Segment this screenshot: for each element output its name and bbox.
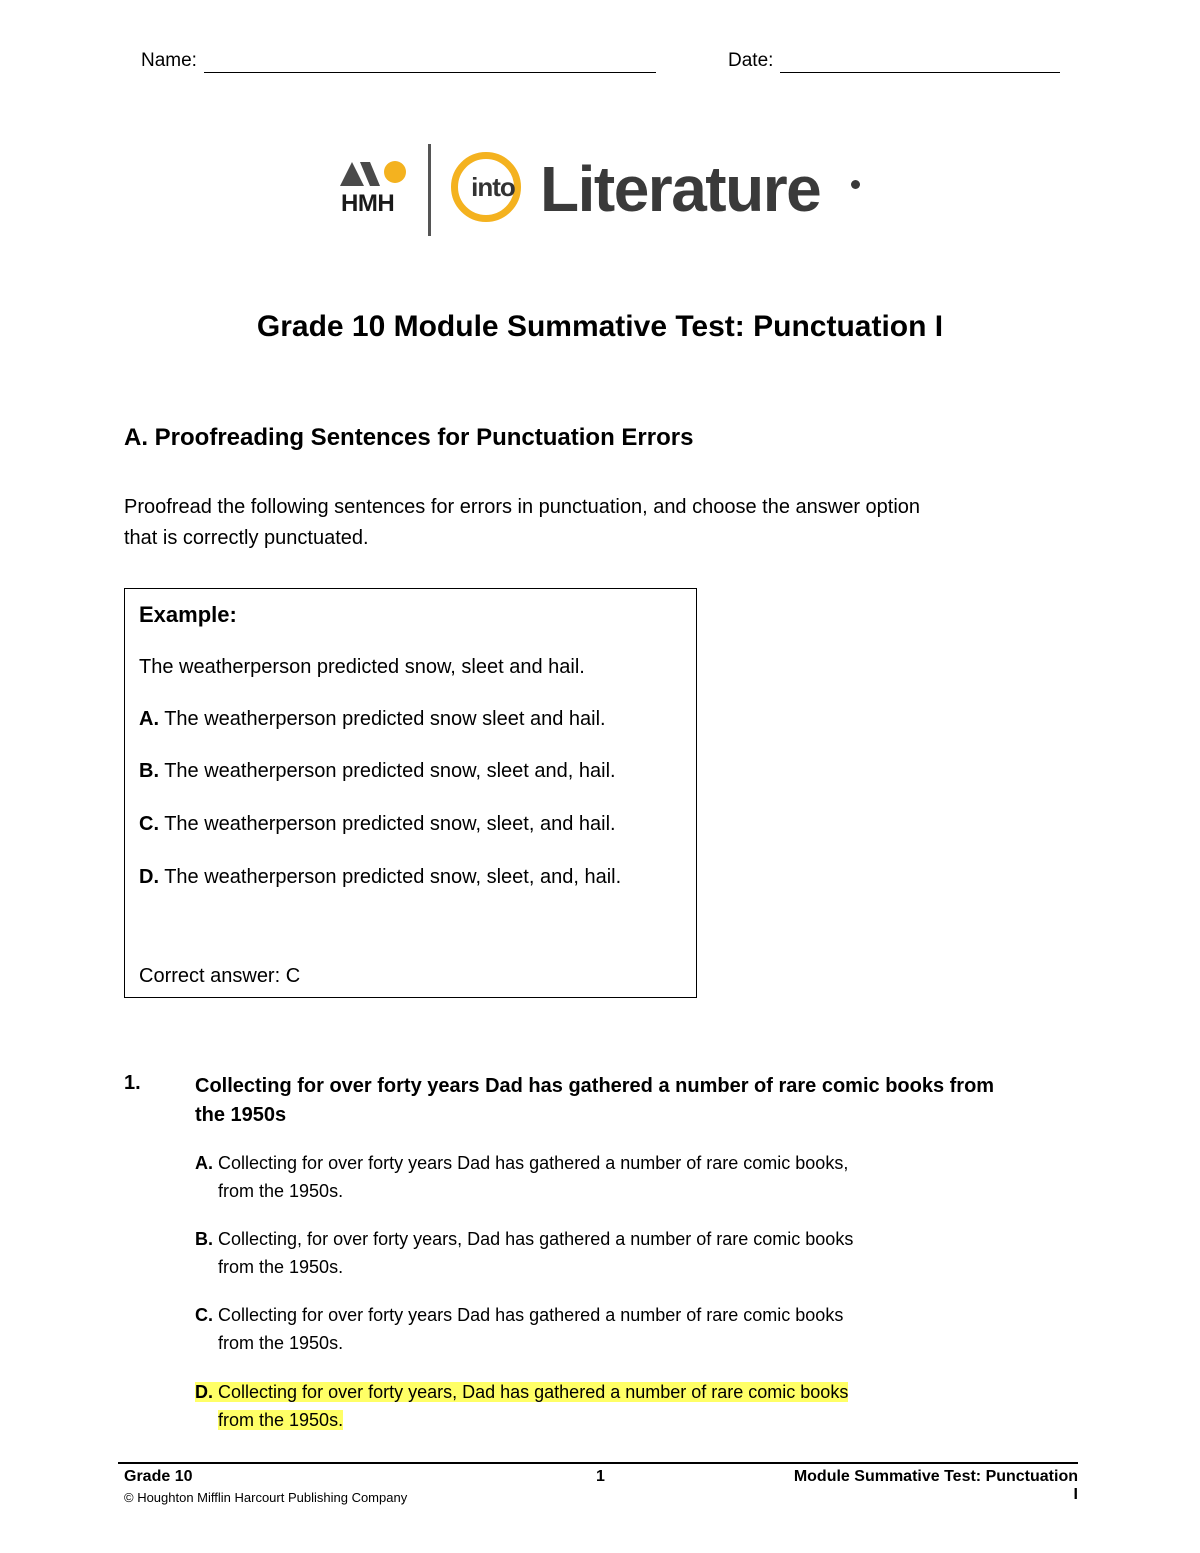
- name-field[interactable]: [204, 72, 656, 73]
- answer-option-c[interactable]: [195, 1301, 955, 1357]
- date-field[interactable]: [780, 72, 1060, 73]
- instructions: [124, 492, 1084, 554]
- option-text: Collecting for over forty years, Dad has gathered a number of rare comic books: [218, 1382, 849, 1402]
- option-text: Collecting for over forty years Dad has gathered a number of rare comic books: [218, 1305, 844, 1325]
- example-option: [139, 813, 616, 836]
- into-wordmark: into: [471, 172, 515, 202]
- section-heading: A. Proofreading Sentences for Punctuation Errors: [124, 424, 694, 451]
- option-letter: C.: [195, 1305, 213, 1325]
- option-letter: B.: [139, 760, 159, 782]
- example-option: [139, 708, 606, 731]
- answer-option-d[interactable]: [195, 1378, 955, 1434]
- footer-divider: [118, 1462, 1078, 1464]
- example-option: [139, 866, 621, 889]
- prompt-line: Collecting for over forty years Dad has gathered a number of rare comic books from: [195, 1075, 995, 1097]
- instructions-line: that is correctly punctuated.: [124, 527, 369, 549]
- option-text: The weatherperson predicted snow, sleet, and, hail.: [164, 866, 622, 888]
- option-text: from the 1950s.: [218, 1333, 344, 1353]
- option-text: Collecting for over forty years Dad has gathered a number of rare comic books,: [218, 1153, 849, 1173]
- answer-option-a[interactable]: [195, 1149, 955, 1205]
- example-option: [139, 760, 616, 783]
- page-number: 1: [596, 1468, 605, 1485]
- registered-dot-icon: [851, 180, 860, 189]
- option-text: The weatherperson predicted snow, sleet, and hail.: [164, 813, 616, 835]
- copyright-notice: © Houghton Mifflin Harcourt Publishing Company: [124, 1490, 408, 1505]
- option-text: Collecting, for over forty years, Dad has gathered a number of rare comic books: [218, 1229, 854, 1249]
- hmh-wordmark: HMH: [341, 190, 395, 217]
- option-letter: D.: [195, 1382, 213, 1402]
- question-number: 1.: [124, 1072, 141, 1094]
- literature-wordmark: Literature: [540, 153, 821, 225]
- question-prompt: [195, 1072, 1015, 1130]
- example-title: Example:: [139, 602, 237, 627]
- footer-grade: Grade 10: [124, 1468, 193, 1485]
- option-text: from the 1950s.: [218, 1257, 344, 1277]
- instructions-line: Proofread the following sentences for errors in punctuation, and choose the answer option: [124, 496, 921, 518]
- option-letter: C.: [139, 813, 159, 835]
- date-label: Date:: [728, 50, 774, 71]
- footer-test-name: Module Summative Test: Punctuation I: [793, 1468, 1078, 1503]
- option-letter: A.: [139, 708, 159, 730]
- option-text: The weatherperson predicted snow, sleet and, hail.: [164, 760, 616, 782]
- option-text: The weatherperson predicted snow sleet and hail.: [164, 708, 606, 730]
- option-letter: A.: [195, 1153, 213, 1173]
- prompt-line: the 1950s: [195, 1104, 287, 1126]
- example-box: [124, 588, 697, 998]
- name-label: Name:: [141, 50, 197, 71]
- answer-option-b[interactable]: [195, 1225, 955, 1281]
- logo-divider: [428, 144, 431, 236]
- hmh-shapes-icon: [340, 158, 406, 188]
- option-letter: D.: [139, 866, 159, 888]
- page-title: Grade 10 Module Summative Test: Punctuation I: [256, 310, 944, 343]
- example-sentence: The weatherperson predicted snow, sleet and hail.: [139, 656, 585, 678]
- example-answer: Correct answer: C: [139, 965, 301, 987]
- option-text: from the 1950s.: [218, 1410, 344, 1430]
- option-text: from the 1950s.: [218, 1181, 344, 1201]
- option-letter: B.: [195, 1229, 213, 1249]
